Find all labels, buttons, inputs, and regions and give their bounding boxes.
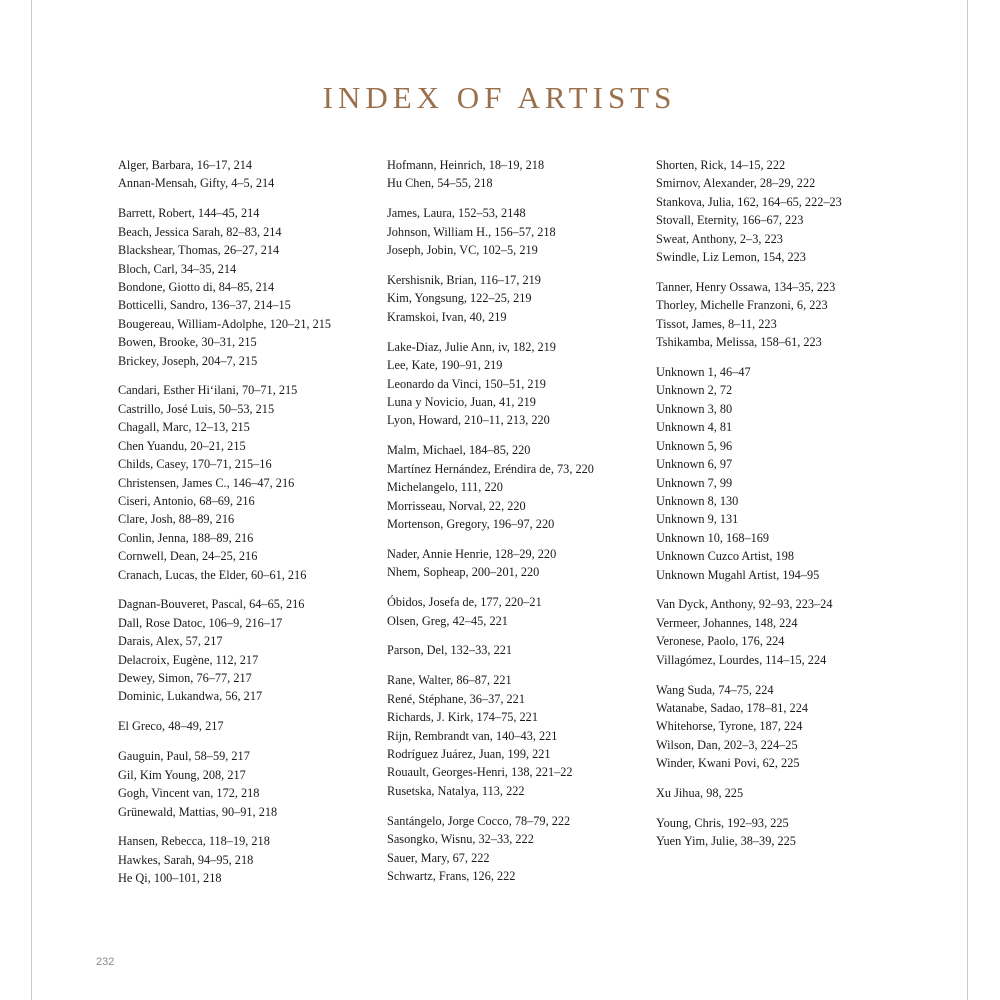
index-letter-group [387, 204, 637, 259]
index-entry: Annan-Mensah, Gifty, 4–5, 214 [118, 176, 275, 191]
index-entry: Mortenson, Gregory, 196–97, 220 [387, 516, 555, 531]
index-entry: Unknown Cuzco Artist, 198 [656, 549, 794, 564]
index-letter-group [387, 671, 637, 800]
index-entry: Rane, Walter, 86–87, 221 [387, 673, 512, 688]
index-entry: Lee, Kate, 190–91, 219 [387, 358, 503, 373]
index-letter-group [387, 545, 637, 582]
index-entry: Gauguin, Paul, 58–59, 217 [118, 749, 250, 764]
index-entry: Leonardo da Vinci, 150–51, 219 [387, 376, 546, 391]
index-entry: Botticelli, Sandro, 136–37, 214–15 [118, 298, 291, 313]
index-entry: Tanner, Henry Ossawa, 134–35, 223 [656, 279, 836, 294]
index-entry: Van Dyck, Anthony, 92–93, 223–24 [656, 597, 833, 612]
index-entry: Chagall, Marc, 12–13, 215 [118, 420, 250, 435]
index-entry: Bloch, Carl, 34–35, 214 [118, 261, 237, 276]
index-entry: Watanabe, Sadao, 178–81, 224 [656, 700, 808, 715]
index-entry: Whitehorse, Tyrone, 187, 224 [656, 719, 803, 734]
index-entry: Childs, Casey, 170–71, 215–16 [118, 457, 272, 472]
index-entry: Young, Chris, 192–93, 225 [656, 816, 789, 830]
index-entry: Óbidos, Josefa de, 177, 220–21 [387, 595, 542, 610]
index-entry: Sweat, Anthony, 2–3, 223 [656, 231, 783, 246]
index-entry: Stankova, Julia, 162, 164–65, 222–23 [656, 194, 842, 209]
index-entry: Dominic, Lukandwa, 56, 217 [118, 689, 263, 704]
index-entry: Thorley, Michelle Franzoni, 6, 223 [656, 298, 828, 313]
index-letter-group [387, 271, 637, 326]
index-entry: Yuen Yim, Julie, 38–39, 225 [656, 834, 796, 849]
index-entry: Rodríguez Juárez, Juan, 199, 221 [387, 746, 551, 761]
index-entry: Rusetska, Natalya, 113, 222 [387, 783, 525, 798]
index-entry: Shorten, Rick, 14–15, 222 [656, 158, 786, 172]
index-letter-group [387, 812, 637, 886]
index-entry: Veronese, Paolo, 176, 224 [656, 634, 785, 649]
index-letter-group [387, 338, 637, 430]
index-entry: Dall, Rose Datoc, 106–9, 216–17 [118, 615, 283, 630]
index-entry: René, Stéphane, 36–37, 221 [387, 691, 525, 706]
index-entry: Tshikamba, Melissa, 158–61, 223 [656, 335, 822, 350]
index-entry: Brickey, Joseph, 204–7, 215 [118, 353, 258, 368]
index-entry: Wilson, Dan, 202–3, 224–25 [656, 737, 798, 752]
index-entry: Nader, Annie Henrie, 128–29, 220 [387, 546, 557, 561]
index-entry: He Qi, 100–101, 218 [118, 871, 222, 886]
index-entry: Parson, Del, 132–33, 221 [387, 643, 513, 658]
index-letter-group [656, 278, 906, 352]
index-entry: Cranach, Lucas, the Elder, 60–61, 216 [118, 567, 307, 582]
index-entry: Barrett, Robert, 144–45, 214 [118, 206, 260, 221]
index-entry: Delacroix, Eugène, 112, 217 [118, 652, 259, 667]
index-letter-group [118, 595, 368, 705]
index-entry: Gil, Kim Young, 208, 217 [118, 767, 246, 782]
index-entry: Dagnan-Bouveret, Pascal, 64–65, 216 [118, 597, 305, 612]
index-entry: Beach, Jessica Sarah, 82–83, 214 [118, 224, 282, 239]
index-entry: Vermeer, Johannes, 148, 224 [656, 615, 798, 630]
index-entry: Unknown 9, 131 [656, 512, 739, 527]
index-entry: Kershisnik, Brian, 116–17, 219 [387, 273, 541, 288]
book-page [31, 0, 968, 1000]
index-entry: Bondone, Giotto di, 84–85, 214 [118, 279, 275, 294]
index-entry: Cornwell, Dean, 24–25, 216 [118, 549, 258, 564]
index-letter-group [656, 814, 906, 851]
index-entry: Olsen, Greg, 42–45, 221 [387, 613, 508, 628]
index-entry: Unknown 4, 81 [656, 420, 733, 435]
index-entry: Bowen, Brooke, 30–31, 215 [118, 335, 257, 350]
index-entry: Unknown Mugahl Artist, 194–95 [656, 567, 820, 582]
index-entry: Darais, Alex, 57, 217 [118, 634, 223, 649]
index-entry: Michelangelo, 111, 220 [387, 480, 503, 495]
index-entry: Unknown 1, 46–47 [656, 365, 751, 380]
index-entry: Swindle, Liz Lemon, 154, 223 [656, 250, 806, 265]
index-entry: Alger, Barbara, 16–17, 214 [118, 158, 253, 172]
index-letter-group [118, 156, 368, 193]
page-title: INDEX OF ARTISTS [322, 80, 677, 115]
index-entry: Clare, Josh, 88–89, 216 [118, 512, 235, 527]
index-entry: Richards, J. Kirk, 174–75, 221 [387, 710, 538, 725]
index-entry: Christensen, James C., 146–47, 216 [118, 475, 295, 490]
index-entry: Unknown 2, 72 [656, 383, 733, 398]
index-entry: Hansen, Rebecca, 118–19, 218 [118, 834, 270, 849]
index-entry: Santángelo, Jorge Cocco, 78–79, 222 [387, 813, 571, 828]
index-entry: Martínez Hernández, Eréndira de, 73, 220 [387, 461, 594, 476]
index-letter-group [118, 204, 368, 370]
index-entry: Conlin, Jenna, 188–89, 216 [118, 530, 254, 545]
index-letter-group [656, 681, 906, 773]
index-entry: Rijn, Rembrandt van, 140–43, 221 [387, 728, 558, 743]
index-entry: Malm, Michael, 184–85, 220 [387, 443, 531, 458]
index-letter-group [118, 747, 368, 821]
index-letter-group [656, 784, 906, 802]
index-entry: Unknown 3, 80 [656, 401, 733, 416]
index-entry: Gogh, Vincent van, 172, 218 [118, 786, 260, 801]
index-entry: Sauer, Mary, 67, 222 [387, 850, 490, 865]
index-entry: Wang Suda, 74–75, 224 [656, 682, 774, 697]
index-letter-group [118, 717, 368, 735]
index-entry: Castrillo, José Luis, 50–53, 215 [118, 401, 275, 416]
index-entry: Unknown 6, 97 [656, 457, 733, 472]
index-entry: Blackshear, Thomas, 26–27, 214 [118, 243, 280, 258]
index-entry: Rouault, Georges-Henri, 138, 221–22 [387, 765, 573, 780]
index-entry: Hu Chen, 54–55, 218 [387, 176, 493, 191]
index-letter-group [387, 156, 637, 193]
index-entry: Nhem, Sopheap, 200–201, 220 [387, 565, 540, 580]
index-entry: Unknown 10, 168–169 [656, 530, 770, 545]
index-letter-group [118, 381, 368, 583]
index-entry: Bougereau, William-Adolphe, 120–21, 215 [118, 316, 332, 331]
index-letter-group [387, 641, 637, 659]
index-entry: Stovall, Eternity, 166–67, 223 [656, 213, 804, 228]
index-entry: Kramskoi, Ivan, 40, 219 [387, 309, 507, 324]
index-entry: Tissot, James, 8–11, 223 [656, 316, 777, 331]
index-column-3 [656, 156, 906, 862]
index-entry: El Greco, 48–49, 217 [118, 719, 224, 734]
index-entry: Luna y Novicio, Juan, 41, 219 [387, 394, 536, 409]
index-entry: Johnson, William H., 156–57, 218 [387, 224, 556, 239]
index-entry: Grünewald, Mattias, 90–91, 218 [118, 804, 278, 819]
index-entry: Winder, Kwani Povi, 62, 225 [656, 756, 800, 771]
index-letter-group [118, 832, 368, 887]
index-letter-group [387, 441, 637, 533]
index-letter-group [387, 593, 637, 630]
index-entry: Joseph, Jobin, VC, 102–5, 219 [387, 243, 538, 258]
index-entry: Candari, Esther Hiʻilani, 70–71, 215 [118, 383, 298, 398]
index-letter-group [656, 156, 906, 266]
index-entry: Unknown 5, 96 [656, 438, 733, 453]
index-entry: Hofmann, Heinrich, 18–19, 218 [387, 158, 545, 172]
index-entry: Unknown 8, 130 [656, 493, 739, 508]
index-letter-group [656, 363, 906, 584]
index-entry: Chen Yuandu, 20–21, 215 [118, 438, 246, 453]
page-number: 232 [96, 956, 115, 968]
index-entry: Morrisseau, Norval, 22, 220 [387, 498, 526, 513]
index-entry: Kim, Yongsung, 122–25, 219 [387, 291, 532, 306]
index-entry: Ciseri, Antonio, 68–69, 216 [118, 493, 255, 508]
index-column-2 [387, 156, 637, 897]
index-entry: Dewey, Simon, 76–77, 217 [118, 671, 252, 686]
index-letter-group [656, 595, 906, 669]
index-entry: Sasongko, Wisnu, 32–33, 222 [387, 832, 534, 847]
index-column-1 [118, 156, 368, 899]
index-entry: Lyon, Howard, 210–11, 213, 220 [387, 413, 550, 428]
index-entry: Villagómez, Lourdes, 114–15, 224 [656, 652, 827, 667]
index-entry: Xu Jihua, 98, 225 [656, 786, 744, 801]
index-entry: Lake-Diaz, Julie Ann, iv, 182, 219 [387, 339, 556, 354]
index-entry: James, Laura, 152–53, 2148 [387, 206, 526, 221]
index-entry: Smirnov, Alexander, 28–29, 222 [656, 176, 816, 191]
index-entry: Schwartz, Frans, 126, 222 [387, 868, 516, 883]
index-entry: Hawkes, Sarah, 94–95, 218 [118, 852, 254, 867]
index-entry: Unknown 7, 99 [656, 475, 733, 490]
